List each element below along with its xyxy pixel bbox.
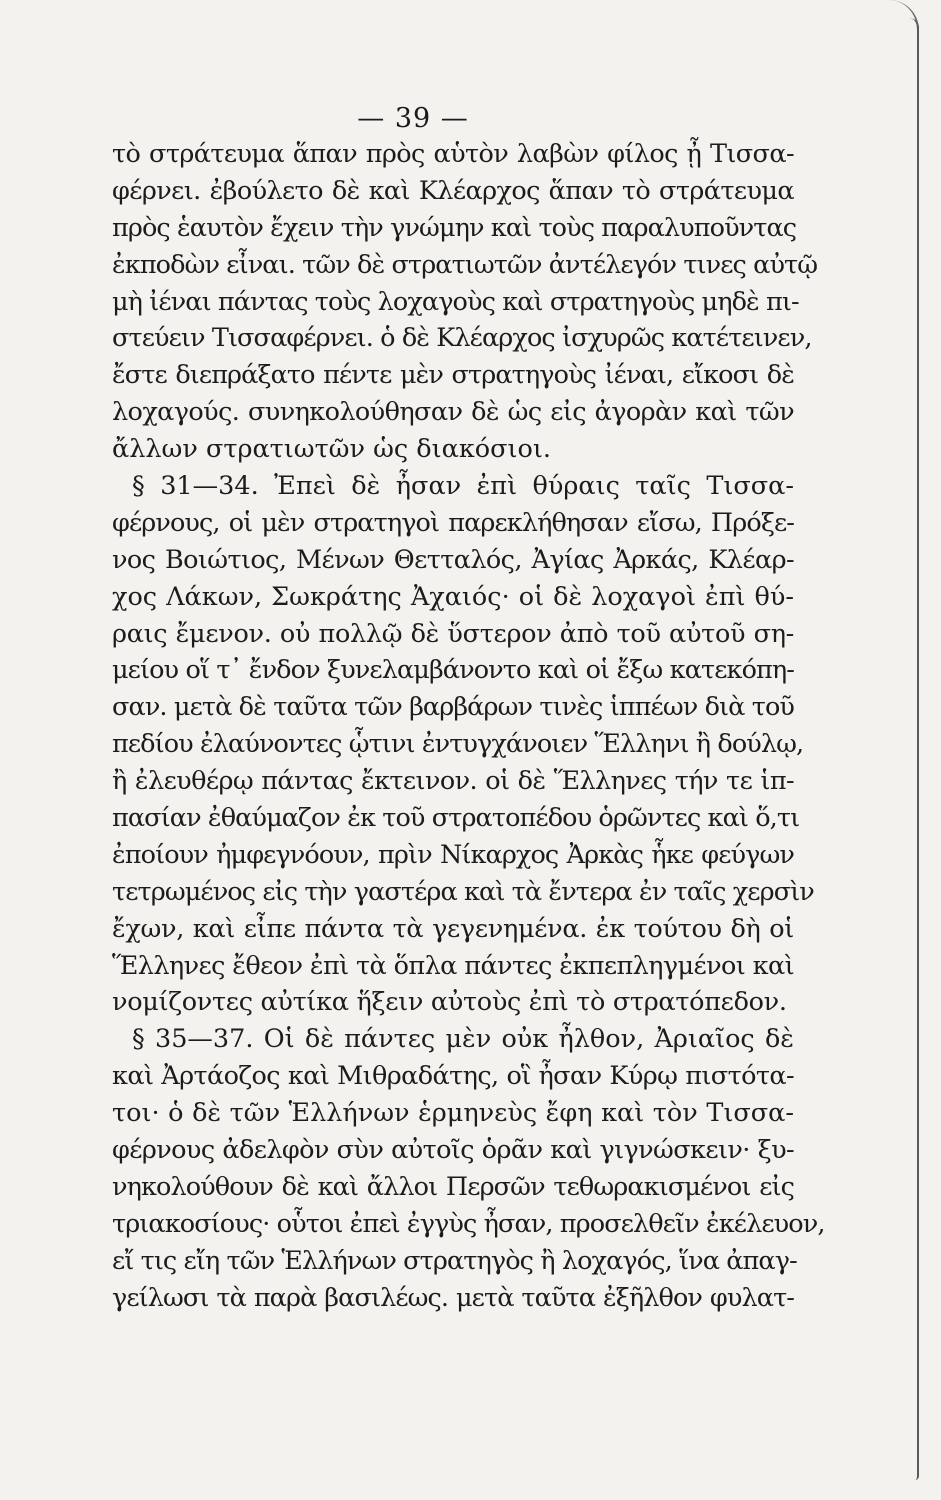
text-line: ἔστε διεπράξατο πέντε μὲν στρατηγοὺς ἰέναι, εἴκοσι δὲ xyxy=(112,360,794,391)
text-line: χος Λάκων, Σωκράτης Ἀχαιός· οἱ δὲ λοχαγοὶ ἐπὶ θύ- xyxy=(112,581,794,612)
text-line: καὶ Ἀρτάοζος καὶ Μιθραδάτης, οἳ ἦσαν Κύρῳ πιστότα- xyxy=(112,1061,794,1092)
text-line: νος Βοιώτιος, Μένων Θετταλός, Ἀγίας Ἀρκάς, Κλέαρ- xyxy=(112,544,794,575)
text-line: ἐκποδὼν εἶναι. τῶν δὲ στρατιωτῶν ἀντέλεγόν τινες αὐτῷ xyxy=(112,249,818,280)
text-line: ἢ ἐλευθέρῳ πάντας ἔκτεινον. οἱ δὲ Ἕλληνες τήν τε ἱπ- xyxy=(112,766,794,797)
text-line: ἄλλων στρατιωτῶν ὡς διακόσιοι. xyxy=(112,434,551,465)
text-line: μείου οἵ τ᾽ ἔνδον ξυνελαμβάνοντο καὶ οἱ ἔξω κατεκόπη- xyxy=(112,655,794,686)
text-line: τὸ στράτευμα ἅπαν πρὸς αὑτὸν λαβὼν φίλος ᾖ Τισσα- xyxy=(112,139,794,169)
text-line: νηκολούθουν δὲ καὶ ἄλλοι Περσῶν τεθωρακισμένοι εἰς xyxy=(112,1171,794,1202)
text-line: τοι· ὁ δὲ τῶν Ἑλλήνων ἑρμηνεὺς ἔφη καὶ τὸν Τισσα- xyxy=(112,1098,794,1129)
text-line: μὴ ἰέναι πάντας τοὺς λοχαγοὺς καὶ στρατηγοὺς μηδὲ πι- xyxy=(112,286,799,317)
text-line: πασίαν ἐθαύμαζον ἐκ τοῦ στρατοπέδου ὁρῶντες καὶ ὅ,τι xyxy=(112,803,800,834)
text-line: γείλωσι τὰ παρὰ βασιλέως. μετὰ ταῦτα ἐξῆλθον φυλατ- xyxy=(112,1282,794,1313)
text-line: νομίζοντες αὐτίκα ἥξειν αὐτοὺς ἐπὶ τὸ στρατόπεδον. xyxy=(112,987,787,1018)
text-line: φέρνει. ἐβούλετο δὲ καὶ Κλέαρχος ἅπαν τὸ στράτευμα xyxy=(112,175,794,206)
text-line: ραις ἔμενον. οὐ πολλῷ δὲ ὕστερον ἀπὸ τοῦ αὐτοῦ ση- xyxy=(112,618,794,649)
text-line: Ἕλληνες ἔθεον ἐπὶ τὰ ὅπλα πάντες ἐκπεπληγμένοι καὶ xyxy=(112,950,794,981)
text-line: πεδίου ἐλαύνοντες ᾧτινι ἐντυγχάνοιεν Ἕλληνι ἢ δούλῳ, xyxy=(112,729,804,760)
text-line: φέρνους, οἱ μὲν στρατηγοὶ παρεκλήθησαν εἴσω, Πρόξε- xyxy=(112,507,794,538)
section-heading-line: § 31—34. Ἐπεὶ δὲ ἦσαν ἐπὶ θύραις ταῖς Τισσα- xyxy=(132,471,794,502)
text-line: εἴ τις εἴη τῶν Ἑλλήνων στρατηγὸς ἢ λοχαγός, ἵνα ἀπαγ- xyxy=(112,1245,797,1276)
text-line: φέρνους ἀδελφὸν σὺν αὐτοῖς ὁρᾶν καὶ γιγνώσκειν· ξυ- xyxy=(112,1135,794,1166)
text-line: σαν. μετὰ δὲ ταῦτα τῶν βαρβάρων τινὲς ἱππέων διὰ τοῦ xyxy=(112,692,794,723)
text-line: τετρωμένος εἰς τὴν γαστέρα καὶ τὰ ἔντερα ἐν ταῖς χερσὶν xyxy=(112,876,814,907)
text-line: λοχαγούς. συνηκολούθησαν δὲ ὡς εἰς ἀγορὰν καὶ τῶν xyxy=(112,397,794,428)
text-line: ἐποίουν ἠμφεγνόουν, πρὶν Νίκαρχος Ἀρκὰς ἧκε φεύγων xyxy=(112,839,794,870)
text-body xyxy=(112,136,825,1317)
section-heading-line: § 35—37. Οἱ δὲ πάντες μὲν οὐκ ἦλθον, Ἀριαῖος δὲ xyxy=(132,1024,794,1055)
text-line: ἔχων, καὶ εἶπε πάντα τὰ γεγενημένα. ἐκ τούτου δὴ οἱ xyxy=(112,913,794,944)
text-line: στεύειν Τισσαφέρνει. ὁ δὲ Κλέαρχος ἰσχυρῶς κατέτεινεν, xyxy=(112,323,812,354)
text-line: πρὸς ἑαυτὸν ἔχειν τὴν γνώμην καὶ τοὺς παραλυποῦντας xyxy=(112,212,797,243)
page-edge xyxy=(909,18,919,1480)
page-number: — 39 — xyxy=(357,103,469,134)
text-line: τριακοσίους· οὗτοι ἐπεὶ ἐγγὺς ἦσαν, προσελθεῖν ἐκέλευον, xyxy=(112,1208,825,1239)
